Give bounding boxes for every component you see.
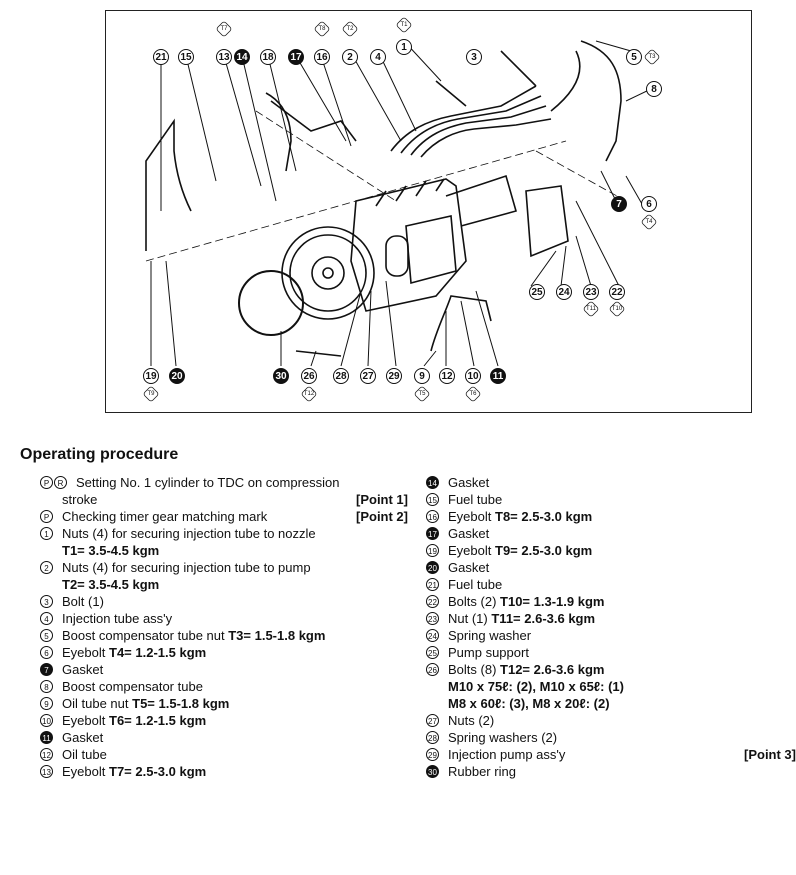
item-text: Setting No. 1 cylinder to TDC on compression bbox=[76, 475, 340, 490]
point-reference: [Point 1] bbox=[356, 492, 408, 507]
procedure-item bbox=[426, 627, 796, 644]
callout-17: 17 bbox=[288, 49, 304, 65]
item-number-marker: 26 bbox=[426, 663, 439, 676]
procedure-item bbox=[426, 610, 796, 627]
item-text: Eyebolt bbox=[62, 764, 106, 779]
procedure-item bbox=[426, 508, 796, 525]
item-text: Eyebolt bbox=[448, 543, 492, 558]
item-number-marker: 13 bbox=[40, 765, 53, 778]
item-text: Nuts (4) for securing injection tube to pump bbox=[62, 560, 311, 575]
item-number-marker: 12 bbox=[40, 748, 53, 761]
procedure-item bbox=[40, 610, 408, 627]
procedure-item bbox=[40, 644, 408, 661]
item-number-marker: 7 bbox=[40, 663, 53, 676]
item-text: Nut (1) bbox=[448, 611, 488, 626]
callout-16: 16 bbox=[314, 49, 330, 65]
torque-mark-t7: T7 bbox=[216, 21, 232, 37]
callout-27: 27 bbox=[360, 368, 376, 384]
item-text: Injection tube ass'y bbox=[62, 611, 173, 626]
procedure-item bbox=[426, 729, 796, 746]
item-number-marker: 19 bbox=[426, 544, 439, 557]
procedure-item bbox=[40, 525, 408, 542]
callout-8: 8 bbox=[646, 81, 662, 97]
item-number-marker: 17 bbox=[426, 527, 439, 540]
item-text: Boost compensator tube bbox=[62, 679, 203, 694]
item-text: Oil tube nut bbox=[62, 696, 129, 711]
item-number-marker: 29 bbox=[426, 748, 439, 761]
item-text: Gasket bbox=[62, 662, 104, 677]
item-text: Spring washers (2) bbox=[448, 730, 558, 745]
torque-mark-t4: T4 bbox=[641, 214, 657, 230]
point-reference: [Point 3] bbox=[744, 747, 796, 762]
callout-20: 20 bbox=[169, 368, 185, 384]
torque-spec: T5= 1.5-1.8 kgm bbox=[132, 696, 230, 711]
procedure-item bbox=[426, 491, 796, 508]
torque-mark-t6: T6 bbox=[465, 386, 481, 402]
procedure-item-subspec bbox=[426, 695, 796, 712]
callout-24: 24 bbox=[556, 284, 572, 300]
item-text: Rubber ring bbox=[448, 764, 516, 779]
item-text: Oil tube bbox=[62, 747, 107, 762]
callout-2: 2 bbox=[342, 49, 358, 65]
item-text: Gasket bbox=[448, 475, 490, 490]
callout-15: 15 bbox=[178, 49, 194, 65]
item-number-marker: 2 bbox=[40, 561, 53, 574]
procedure-item bbox=[426, 576, 796, 593]
item-number-marker: 11 bbox=[40, 731, 53, 744]
item-number-marker: 8 bbox=[40, 680, 53, 693]
exploded-diagram bbox=[105, 10, 752, 413]
item-text: stroke bbox=[62, 492, 98, 507]
procedure-item bbox=[40, 593, 408, 610]
procedure-item bbox=[426, 559, 796, 576]
callout-3: 3 bbox=[466, 49, 482, 65]
torque-spec: T8= 2.5-3.0 kgm bbox=[495, 509, 593, 524]
callout-30: 30 bbox=[273, 368, 289, 384]
procedure-item bbox=[40, 746, 408, 763]
pump-drawing bbox=[106, 11, 751, 412]
procedure-item bbox=[40, 491, 408, 508]
procedure-item-spec bbox=[40, 542, 408, 559]
torque-mark-t2: T2 bbox=[342, 21, 358, 37]
procedure-item bbox=[40, 712, 408, 729]
torque-spec: T3= 1.5-1.8 kgm bbox=[228, 628, 326, 643]
callout-21: 21 bbox=[153, 49, 169, 65]
torque-mark-t8: T8 bbox=[314, 21, 330, 37]
procedure-item bbox=[426, 525, 796, 542]
torque-spec: T6= 1.2-1.5 kgm bbox=[109, 713, 207, 728]
callout-11: 11 bbox=[490, 368, 506, 384]
item-text: Fuel tube bbox=[448, 492, 503, 507]
item-number-marker: 5 bbox=[40, 629, 53, 642]
item-text: Gasket bbox=[448, 526, 490, 541]
callout-14: 14 bbox=[234, 49, 250, 65]
callout-28: 28 bbox=[333, 368, 349, 384]
item-text: Nuts (2) bbox=[448, 713, 495, 728]
callout-23: 23 bbox=[583, 284, 599, 300]
callout-25: 25 bbox=[529, 284, 545, 300]
item-number-marker: 1 bbox=[40, 527, 53, 540]
bolt-size-spec: M10 x 75ℓ: (2), M10 x 65ℓ: (1) bbox=[448, 679, 624, 694]
torque-spec: T9= 2.5-3.0 kgm bbox=[495, 543, 593, 558]
procedure-item bbox=[40, 627, 408, 644]
torque-mark-t12: T12 bbox=[301, 386, 317, 402]
item-text: Eyebolt bbox=[62, 645, 106, 660]
item-number-marker: 24 bbox=[426, 629, 439, 642]
item-number-marker: R bbox=[54, 476, 67, 489]
item-text: Bolts (2) bbox=[448, 594, 497, 609]
procedure-item bbox=[426, 661, 796, 678]
callout-5: 5 bbox=[626, 49, 642, 65]
item-number-marker: 27 bbox=[426, 714, 439, 727]
item-number-marker: 4 bbox=[40, 612, 53, 625]
bolt-size-spec: M8 x 60ℓ: (3), M8 x 20ℓ: (2) bbox=[448, 696, 610, 711]
procedure-item bbox=[40, 695, 408, 712]
procedure-item-spec bbox=[40, 576, 408, 593]
item-number-marker: 21 bbox=[426, 578, 439, 591]
procedure-item bbox=[426, 593, 796, 610]
procedure-item bbox=[426, 763, 796, 780]
item-text: Gasket bbox=[62, 730, 104, 745]
torque-spec: T11= 2.6-3.6 kgm bbox=[491, 611, 596, 626]
item-text: Boost compensator tube nut bbox=[62, 628, 225, 643]
item-number-marker: 25 bbox=[426, 646, 439, 659]
callout-10: 10 bbox=[465, 368, 481, 384]
callout-4: 4 bbox=[370, 49, 386, 65]
item-text: Pump support bbox=[448, 645, 529, 660]
callout-13: 13 bbox=[216, 49, 232, 65]
torque-spec: T1= 3.5-4.5 kgm bbox=[62, 543, 160, 558]
item-text: Nuts (4) for securing injection tube to nozzle bbox=[62, 526, 316, 541]
torque-spec: T10= 1.3-1.9 kgm bbox=[500, 594, 605, 609]
item-number-marker: 3 bbox=[40, 595, 53, 608]
torque-spec: T7= 2.5-3.0 kgm bbox=[109, 764, 207, 779]
procedure-item-subspec bbox=[426, 678, 796, 695]
torque-spec: T2= 3.5-4.5 kgm bbox=[62, 577, 160, 592]
item-number-marker: 9 bbox=[40, 697, 53, 710]
callout-6: 6 bbox=[641, 196, 657, 212]
item-number-marker: 14 bbox=[426, 476, 439, 489]
procedure-item bbox=[40, 559, 408, 576]
item-text: Spring washer bbox=[448, 628, 532, 643]
procedure-item bbox=[40, 474, 408, 491]
callout-1: 1 bbox=[396, 39, 412, 55]
item-text: Fuel tube bbox=[448, 577, 503, 592]
procedure-item bbox=[40, 678, 408, 695]
item-number-marker: 10 bbox=[40, 714, 53, 727]
torque-spec: T4= 1.2-1.5 kgm bbox=[109, 645, 207, 660]
item-number-marker: P bbox=[40, 476, 53, 489]
procedure-item bbox=[426, 746, 796, 763]
item-number-marker: 22 bbox=[426, 595, 439, 608]
procedure-item bbox=[426, 712, 796, 729]
point-reference: [Point 2] bbox=[356, 509, 408, 524]
item-number-marker: 28 bbox=[426, 731, 439, 744]
torque-mark-t1: T1 bbox=[396, 17, 412, 33]
procedure-list-left bbox=[40, 474, 408, 780]
callout-19: 19 bbox=[143, 368, 159, 384]
item-number-marker: 23 bbox=[426, 612, 439, 625]
callout-12: 12 bbox=[439, 368, 455, 384]
item-number-marker: 6 bbox=[40, 646, 53, 659]
torque-mark-t10: T10 bbox=[609, 301, 625, 317]
procedure-item bbox=[40, 508, 408, 525]
item-text: Gasket bbox=[448, 560, 490, 575]
callout-29: 29 bbox=[386, 368, 402, 384]
callout-18: 18 bbox=[260, 49, 276, 65]
item-number-marker: 30 bbox=[426, 765, 439, 778]
torque-mark-t11: T11 bbox=[583, 301, 599, 317]
item-number-marker: P bbox=[40, 510, 53, 523]
section-heading: Operating procedure bbox=[20, 446, 179, 463]
item-number-marker: 16 bbox=[426, 510, 439, 523]
callout-22: 22 bbox=[609, 284, 625, 300]
callout-26: 26 bbox=[301, 368, 317, 384]
procedure-list-right bbox=[426, 474, 796, 780]
timer-gear bbox=[282, 227, 374, 319]
item-text: Checking timer gear matching mark bbox=[62, 509, 268, 524]
procedure-item bbox=[426, 542, 796, 559]
procedure-item bbox=[40, 763, 408, 780]
torque-mark-t5: T5 bbox=[414, 386, 430, 402]
callout-7: 7 bbox=[611, 196, 627, 212]
torque-mark-t9: T9 bbox=[143, 386, 159, 402]
torque-spec: T12= 2.6-3.6 kgm bbox=[500, 662, 605, 677]
item-text: Bolts (8) bbox=[448, 662, 497, 677]
item-text: Bolt (1) bbox=[62, 594, 104, 609]
callout-9: 9 bbox=[414, 368, 430, 384]
procedure-item bbox=[40, 661, 408, 678]
item-number-marker: 20 bbox=[426, 561, 439, 574]
procedure-item bbox=[426, 474, 796, 491]
torque-mark-t3: T3 bbox=[644, 49, 660, 65]
item-text: Eyebolt bbox=[62, 713, 106, 728]
procedure-item bbox=[426, 644, 796, 661]
item-number-marker: 15 bbox=[426, 493, 439, 506]
item-text: Eyebolt bbox=[448, 509, 492, 524]
procedure-item bbox=[40, 729, 408, 746]
item-text: Injection pump ass'y bbox=[448, 747, 566, 762]
